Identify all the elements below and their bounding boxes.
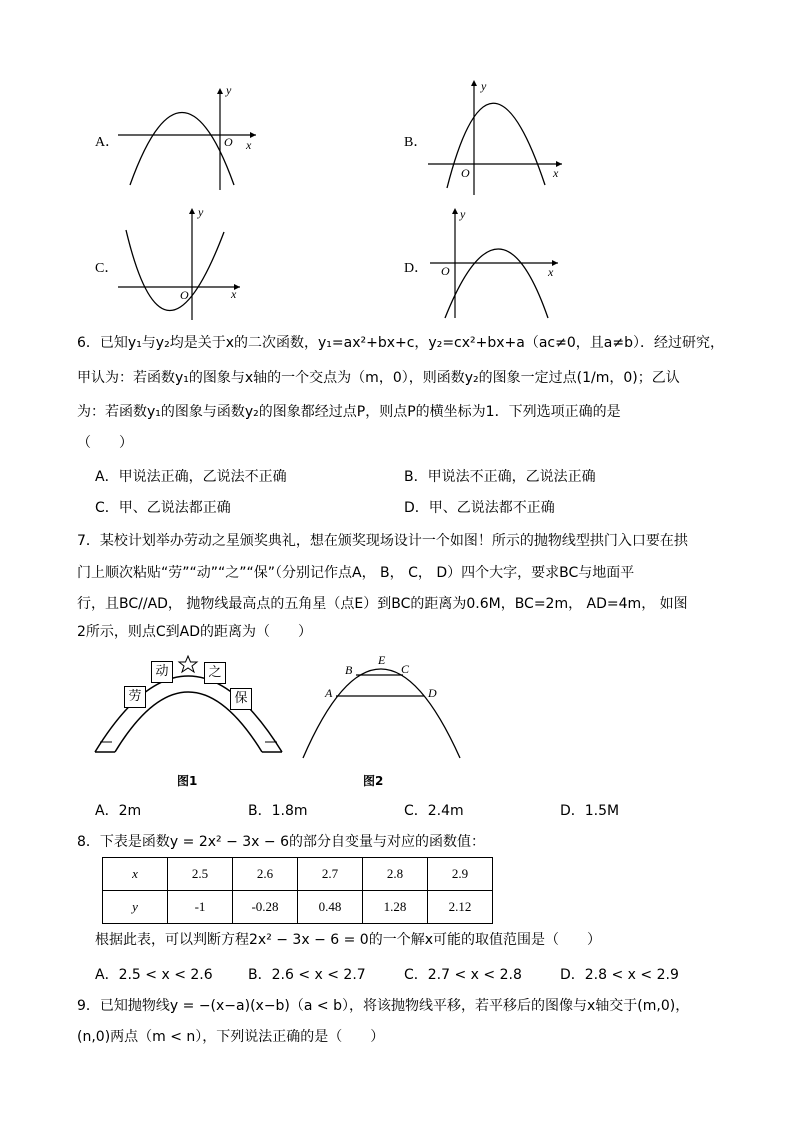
option-c-label[interactable]: C．: [95, 261, 119, 276]
q6-option-a[interactable]: A．甲说法正确，乙说法不正确: [95, 469, 287, 485]
q6-line-1: 6．已知y₁与y₂均是关于x的二次函数，y₁=ax²+bx+c，y₂=cx²+bx+a（ac≠0，且a≠b）．经过研究，: [77, 335, 724, 351]
q8-option-c[interactable]: C．2.7 < x < 2.8: [404, 967, 522, 983]
graph-a-y-label: y: [226, 83, 232, 97]
graph-b-x-label: x: [553, 166, 559, 180]
table-cell: 2.12: [428, 891, 493, 924]
q7-option-d[interactable]: D．1.5M: [560, 803, 620, 819]
graph-a-origin: O: [224, 135, 233, 149]
q7-line-1: 7．某校计划举办劳动之星颁奖典礼，想在颁奖现场设计一个如图！所示的抛物线型拱门入口要在拱: [77, 533, 688, 549]
graph-d-origin: O: [441, 264, 450, 278]
char-zhi: 之: [204, 662, 226, 684]
q7-line-2: 门上顺次粘贴“劳”“动”“之”“保”（分别记作点A， B， C， D）四个大字，要求BC与地面平: [77, 565, 635, 581]
q8-line-2: 根据此表，可以判断方程2x² − 3x − 6 = 0的一个解x可能的取值范围是（ ）: [95, 932, 601, 948]
q8-line-1: 8．下表是函数y = 2x² − 3x − 6的部分自变量与对应的函数值：: [77, 834, 485, 850]
point-e-label: E: [378, 653, 386, 667]
q9-line-1: 9．已知抛物线y = −(x−a)(x−b)（a < b），将该抛物线平移，若平移后的图像与x轴交于(m,0)，: [77, 998, 690, 1014]
graph-d-x-label: x: [548, 265, 554, 279]
table-cell: 2.9: [428, 858, 493, 891]
graph-b-y-label: y: [481, 79, 487, 93]
q7-option-a[interactable]: A．2m: [95, 803, 142, 819]
graph-c-origin: O: [180, 288, 189, 302]
q8-value-table: [102, 857, 493, 924]
q7-line-4: 2所示，则点C到AD的距离为（ ）: [77, 624, 313, 640]
table-cell: -0.28: [233, 891, 298, 924]
graph-b-origin: O: [461, 166, 470, 180]
q6-option-b[interactable]: B．甲说法不正确，乙说法正确: [404, 469, 596, 485]
table-cell: 0.48: [298, 891, 363, 924]
q6-line-2: 甲认为：若函数y₁的图象与x轴的一个交点为（m，0），则函数y₂的图象一定过点(1/m，0)；乙认: [77, 370, 680, 386]
table-cell: 2.8: [363, 858, 428, 891]
graph-a-x-label: x: [246, 138, 252, 152]
char-bao: 保: [230, 688, 252, 710]
q6-line-4: （ ）: [77, 435, 133, 451]
q8-option-d[interactable]: D．2.8 < x < 2.9: [560, 967, 679, 983]
option-d-label[interactable]: D．: [404, 261, 429, 276]
table-row-x: [103, 858, 493, 891]
table-cell: 2.6: [233, 858, 298, 891]
q6-option-d[interactable]: D．甲、乙说法都不正确: [404, 500, 555, 516]
graph-c-x-label: x: [231, 287, 237, 301]
q6-line-3: 为：若函数y₁的图象与函数y₂的图象都经过点P，则点P的横坐标为1．下列选项正确的是: [77, 404, 621, 420]
point-c-label: C: [401, 662, 410, 676]
q7-line-3: 行，且BC//AD， 抛物线最高点的五角星（点E）到BC的距离为0.6M，BC=2m， AD=4m， 如图: [77, 596, 688, 612]
q7-option-b[interactable]: B．1.8m: [248, 803, 308, 819]
point-a-label: A: [325, 686, 333, 700]
char-lao: 劳: [124, 686, 146, 708]
table-header-x: x: [103, 858, 168, 891]
table-header-y: y: [103, 891, 168, 924]
figure-2-caption: 图2: [363, 774, 384, 788]
point-b-label: B: [345, 663, 353, 677]
q9-line-2: (n,0)两点（m < n），下列说法正确的是（ ）: [77, 1029, 385, 1045]
graph-c-y-label: y: [198, 205, 204, 219]
q6-option-c[interactable]: C．甲、乙说法都正确: [95, 500, 231, 516]
q7-option-c[interactable]: C．2.4m: [404, 803, 464, 819]
table-cell: 2.5: [168, 858, 233, 891]
q8-option-b[interactable]: B．2.6 < x < 2.7: [248, 967, 366, 983]
table-cell: -1: [168, 891, 233, 924]
graph-d-y-label: y: [460, 207, 466, 221]
table-cell: 2.7: [298, 858, 363, 891]
table-cell: 1.28: [363, 891, 428, 924]
q8-option-a[interactable]: A．2.5 < x < 2.6: [95, 967, 213, 983]
figure-1-caption: 图1: [177, 774, 198, 788]
point-d-label: D: [428, 686, 437, 700]
option-b-label[interactable]: B．: [404, 135, 428, 150]
char-dong: 动: [151, 661, 173, 683]
option-a-label[interactable]: A．: [95, 135, 120, 150]
table-row-y: [103, 891, 493, 924]
